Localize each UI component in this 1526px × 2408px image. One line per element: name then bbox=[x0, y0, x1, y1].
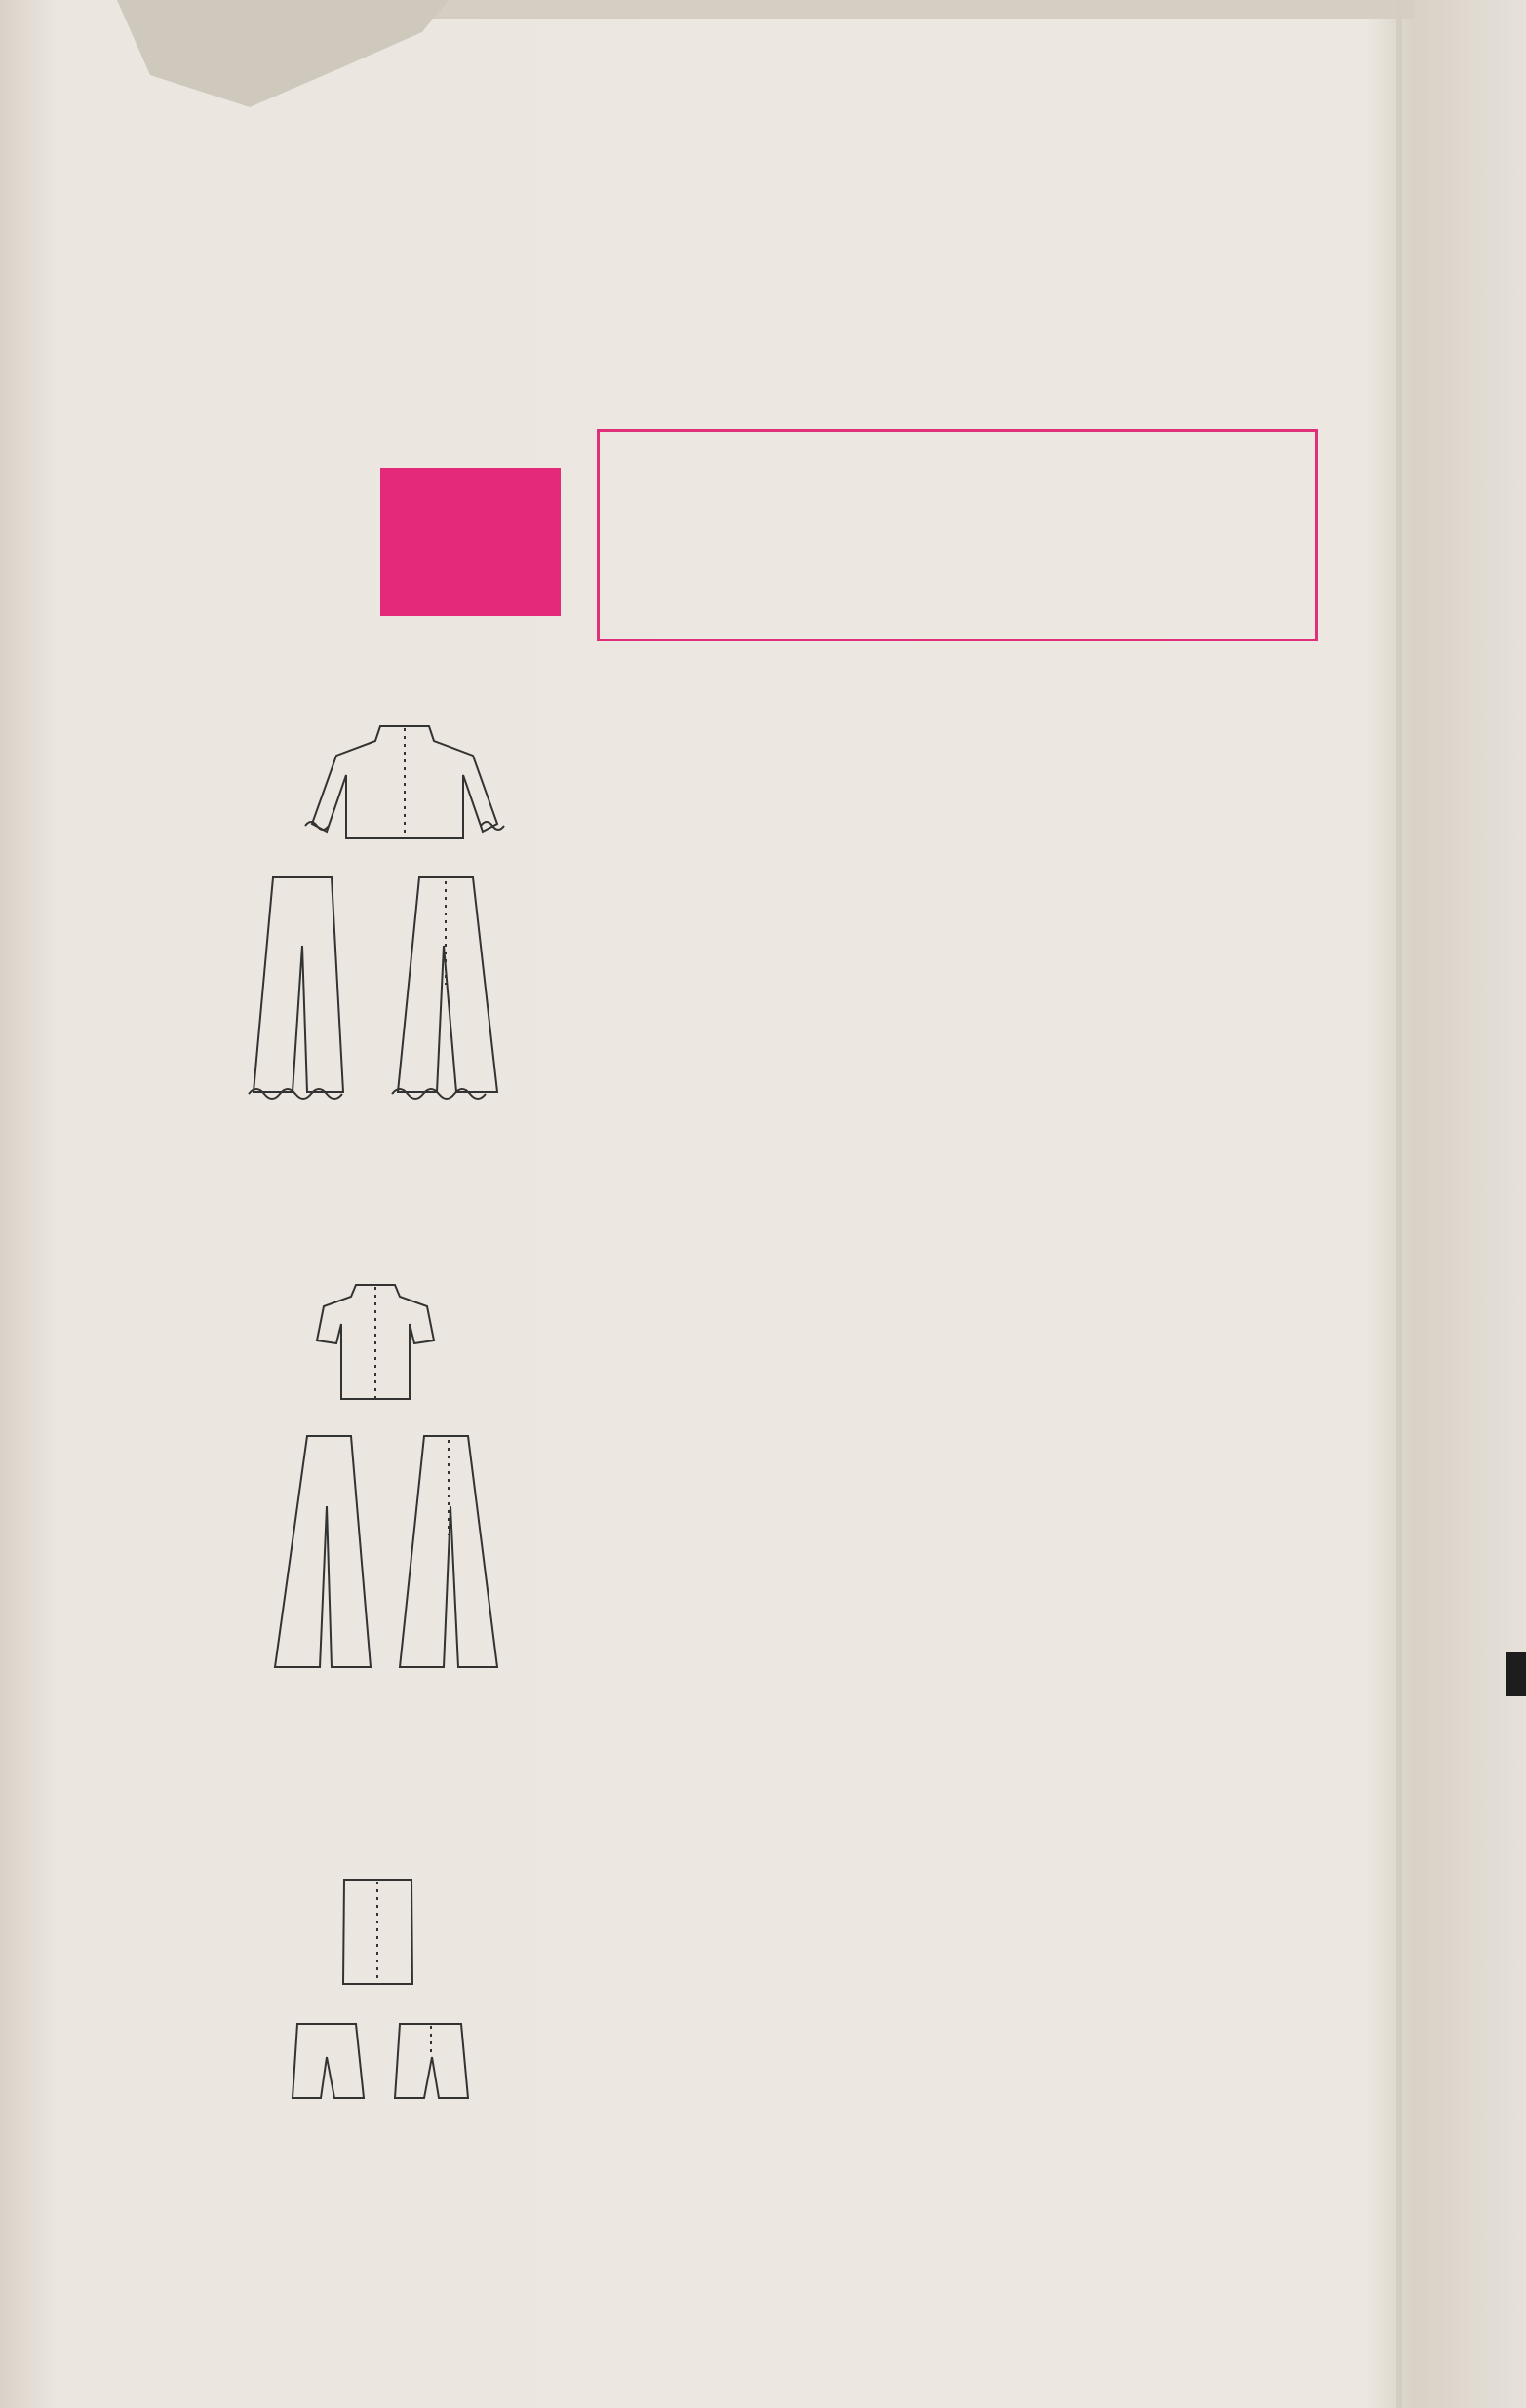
blouse-b-illustration bbox=[312, 1277, 439, 1404]
blouse-a-illustration bbox=[288, 717, 522, 853]
envelope-seam bbox=[1396, 0, 1402, 2408]
pants-a-illustration bbox=[234, 868, 517, 1126]
edge-mark bbox=[1506, 1652, 1526, 1696]
shorts-c-illustration bbox=[288, 2018, 473, 2101]
pants-b-illustration bbox=[263, 1428, 507, 1677]
blouse-c-illustration bbox=[336, 1872, 419, 1989]
new-sizing-badge bbox=[380, 468, 561, 616]
standard-measurements-box bbox=[597, 429, 1318, 641]
